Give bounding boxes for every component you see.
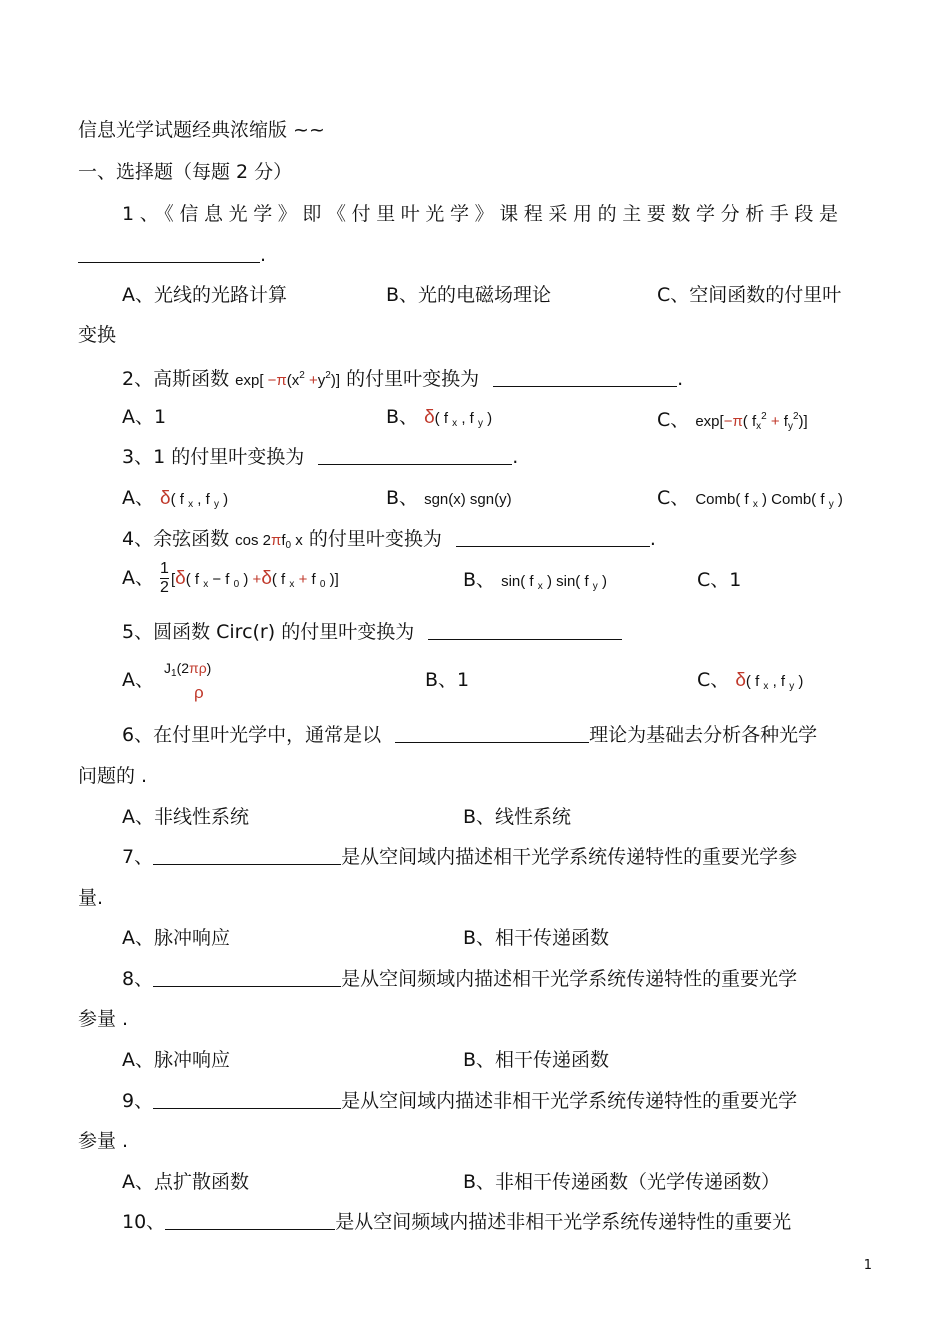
q6-option-a: A、非线性系统	[122, 806, 249, 828]
q1-option-a: A、光线的光路计算	[122, 284, 287, 306]
q3-option-b: B、 sgn(x) sgn(y)	[386, 487, 512, 509]
q1-blank-line: .	[78, 243, 266, 267]
q8-cont: 参量 .	[78, 1008, 129, 1030]
q9-answer-blank	[153, 1090, 341, 1109]
q9-option-a: A、点扩散函数	[122, 1171, 249, 1193]
q5-option-b: B、1	[425, 669, 470, 691]
q2-option-c: C、 exp[−π( $f_x^2 + f_y^2$)]	[657, 409, 808, 432]
q7-answer-blank	[153, 846, 341, 865]
q1-option-b: B、光的电磁场理论	[386, 284, 552, 306]
doc-title: 信息光学试题经典浓缩版 ~~	[78, 119, 325, 141]
q6-stem: 6、在付里叶光学中，通常是以 理论为基础去分析各种光学	[122, 724, 818, 746]
q3-option-c: C、 Comb( f $_x$ ) Comb( f $_y$ )	[657, 487, 843, 510]
q4-answer-blank	[456, 528, 650, 547]
q6-option-b: B、线性系统	[463, 806, 572, 828]
q7-option-b: B、相干传递函数	[463, 927, 610, 949]
q4-option-a: A、 $\frac{1}{2}$ [δ( f $_x$ − f $_0$ ) +δ( f $_x$ + f $_0$ )]	[122, 560, 339, 596]
q2-prefix: 2、高斯函数	[122, 368, 230, 390]
q4-stem: 4、余弦函数 $\cos 2\pi f_0$ x 的付里叶变换为 .	[122, 528, 656, 551]
q2-gauss-expr: $\exp[ -\pi(x^2 +y^2)]$	[235, 370, 341, 389]
q5-option-a: A、 $J_1(2\pi\rho)$ ρ	[122, 660, 212, 702]
q5-stem: 5、圆函数 Circ(r) 的付里叶变换为	[122, 620, 622, 644]
q2-stem: 2、高斯函数 $\exp[ -\pi(x^2 +y^2)]$ 的付里叶变换为 .	[122, 368, 684, 390]
q1-option-c: C、空间函数的付里叶	[657, 284, 842, 306]
q2-option-a: A、1	[122, 406, 167, 428]
q2-suffix: 的付里叶变换为	[346, 368, 480, 390]
q10-answer-blank	[165, 1211, 335, 1230]
page-number: 1	[863, 1258, 872, 1273]
q4-option-c: C、1	[697, 569, 742, 591]
q4-option-b: B、 sin( f $_x$ ) sin( f $_y$ )	[463, 569, 607, 592]
q8-option-b: B、相干传递函数	[463, 1049, 610, 1071]
q8-answer-blank	[153, 968, 341, 987]
q6-answer-blank	[395, 724, 589, 743]
q6-cont: 问题的 .	[78, 765, 148, 787]
q7-stem: 7、 是从空间域内描述相干光学系统传递特性的重要光学参	[122, 846, 798, 868]
q3-option-a: A、 δ( f $_x$ , f $_y$ )	[122, 487, 229, 510]
q3-stem: 3、1 的付里叶变换为 .	[122, 446, 519, 468]
q10-stem: 10、 是从空间频域内描述非相干光学系统传递特性的重要光	[122, 1211, 792, 1233]
q1-option-c-cont: 变换	[78, 324, 117, 346]
q9-cont: 参量 .	[78, 1130, 129, 1152]
q1-text: 1、《信息光学》即《付里叶光学》课程采用的主要数学分析手段是	[122, 203, 844, 225]
q9-stem: 9、 是从空间域内描述非相干光学系统传递特性的重要光学	[122, 1090, 798, 1112]
q7-option-a: A、脉冲响应	[122, 927, 230, 949]
q5-option-c: C、 δ( f $_x$ , f $_y$ )	[697, 669, 804, 692]
q3-answer-blank	[318, 446, 512, 465]
q2-option-b: B、 δ( f $_x$ , f $_y$ )	[386, 406, 493, 429]
q8-stem: 8、 是从空间频域内描述相干光学系统传递特性的重要光学	[122, 968, 798, 990]
q7-cont: 量.	[78, 887, 104, 909]
q5-answer-blank	[428, 621, 622, 640]
q8-option-a: A、脉冲响应	[122, 1049, 230, 1071]
section-heading: 一、选择题（每题 2 分）	[78, 161, 293, 183]
q9-option-b: B、非相干传递函数（光学传递函数）	[463, 1171, 781, 1193]
q2-answer-blank	[493, 368, 677, 387]
